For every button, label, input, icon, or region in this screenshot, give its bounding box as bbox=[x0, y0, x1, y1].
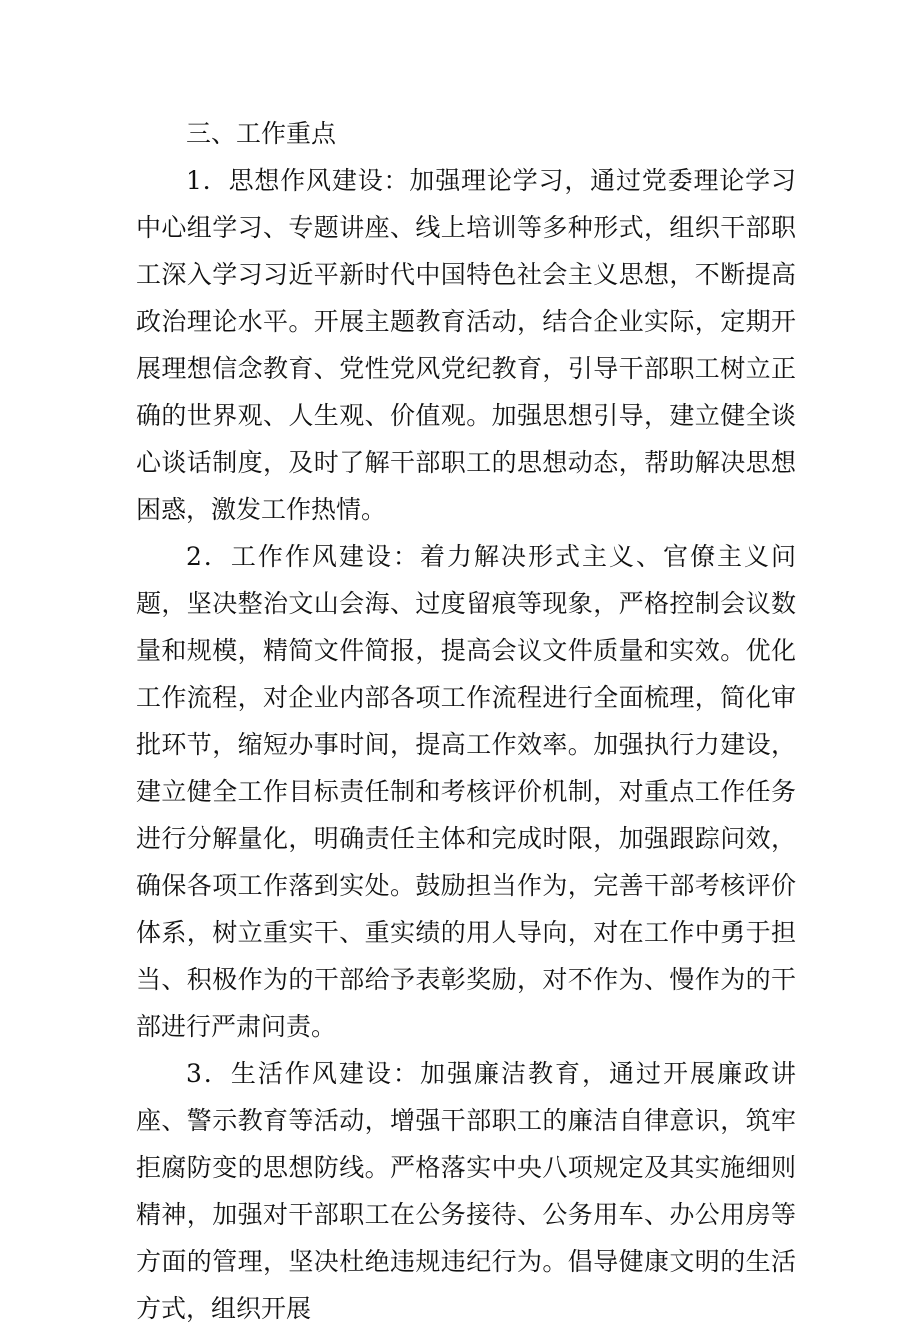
document-page bbox=[136, 110, 796, 1332]
paragraph-life-style: 3．生活作风建设：加强廉洁教育，通过开展廉政讲座、警示教育等活动，增强干部职工的廉洁自律意识，筑牢拒腐防变的思想防线。严格落实中央八项规定及其实施细则精神，加强对干部职工在公务接待、公务用车、办公用房等方面的管理，坚决杜绝违规违纪行为。倡导健康文明的生活方式，组织开展 bbox=[136, 1059, 796, 1323]
paragraph-work-style: 2．工作作风建设：着力解决形式主义、官僚主义问题，坚决整治文山会海、过度留痕等现象，严格控制会议数量和规模，精简文件简报，提高会议文件质量和实效。优化工作流程，对企业内部各项工作流程进行全面梳理，简化审批环节，缩短办事时间，提高工作效率。加强执行力建设，建立健全工作目标责任制和考核评价机制，对重点工作任务进行分解量化，明确责任主体和完成时限，加强跟踪问效，确保各项工作落到实处。鼓励担当作为，完善干部考核评价体系，树立重实干、重实绩的用人导向，对在工作中勇于担当、积极作为的干部给予表彰奖励，对不作为、慢作为的干部进行严肃问责。 bbox=[136, 542, 796, 1041]
paragraph-ideological-style: 1．思想作风建设：加强理论学习，通过党委理论学习中心组学习、专题讲座、线上培训等多种形式，组织干部职工深入学习习近平新时代中国特色社会主义思想，不断提高政治理论水平。开展主题教育活动，结合企业实际，定期开展理想信念教育、党性党风党纪教育，引导干部职工树立正确的世界观、人生观、价值观。加强思想引导，建立健全谈心谈话制度，及时了解干部职工的思想动态，帮助解决思想困惑，激发工作热情。 bbox=[136, 166, 796, 524]
section-heading: 三、工作重点 bbox=[186, 119, 337, 148]
